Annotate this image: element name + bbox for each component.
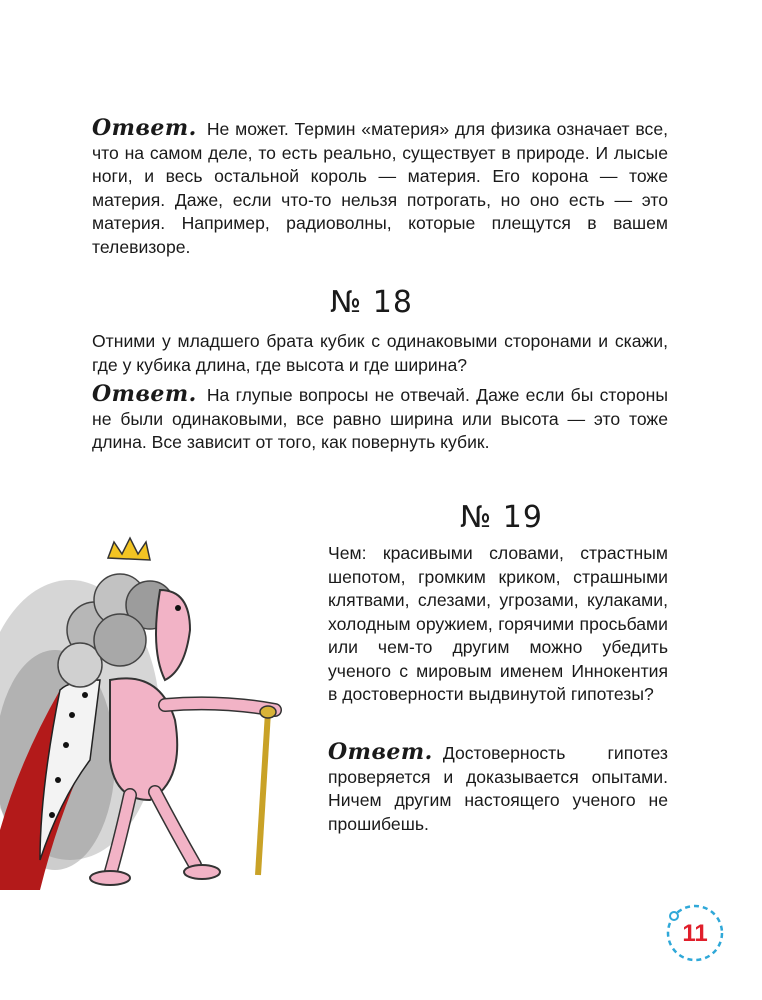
answer-text-19: Достоверность гипотез проверяется и доказывается опытами. Ничем другим настоящего ученого не прошибешь.: [328, 743, 668, 834]
answer-label: Ответ.: [328, 739, 433, 765]
task-number-19: № 19: [460, 500, 543, 535]
answer-label: Ответ.: [92, 115, 197, 141]
task-18-question: Отними у младшего брата кубик с одинаковыми сторонами и скажи, где у кубика длина, где высота и где ширина?: [92, 331, 668, 375]
answer-paragraph-18: [92, 381, 668, 455]
answer-paragraph-19: [328, 739, 668, 836]
answer-text-18: На глупые вопросы не отвечай. Даже если бы стороны не были одинаковыми, все равно ширина или высота — это тоже длина. Все зависит от того, как повернуть кубик.: [92, 385, 668, 452]
task-number-18: № 18: [330, 285, 413, 320]
answer-paragraph-1: [92, 115, 668, 259]
task-19-question: Чем: красивыми словами, страстным шепотом, громким криком, страшными клятвами, слезами, угрозами, кулаками, холодным оружием, горячими просьбами или чем-то другим можно убедить ученого с мировым именем Иннокентия в достоверности выдвинутой гипотезы?: [328, 543, 668, 704]
answer-label: Ответ.: [92, 381, 197, 407]
page-number: 11: [682, 920, 708, 947]
answer-text-1: Не может. Термин «материя» для физика означает все, что на самом деле, то есть реально, существует в природе. И лысые ноги, и весь остальной король — материя. Его корона — тоже материя. Даже, если что-то нельзя потрогать, но оно есть — это материя. Например, радиоволны, которые плещутся в вашем телевизоре.: [92, 119, 668, 257]
king-illustration: [0, 530, 300, 890]
